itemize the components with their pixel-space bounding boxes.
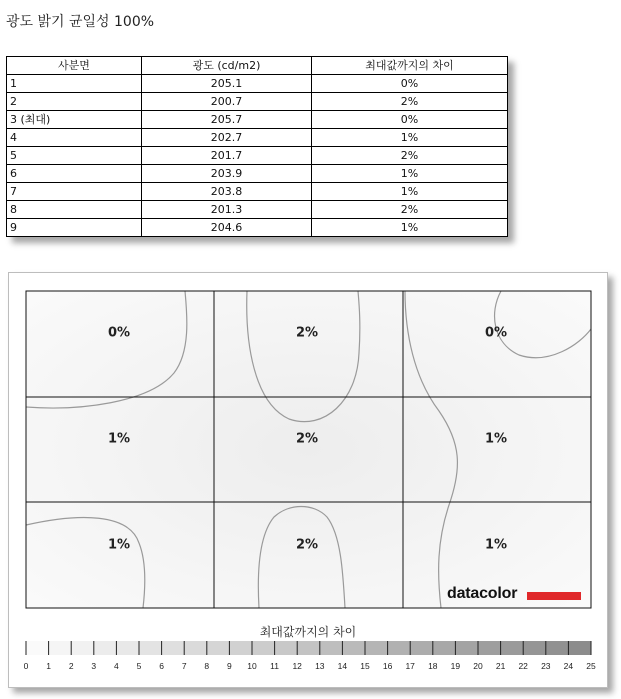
header-quadrant: 사분면 xyxy=(7,57,142,75)
luminance-cell: 203.9 xyxy=(142,165,312,183)
legend-segment xyxy=(388,641,411,655)
legend-segment xyxy=(94,641,117,655)
legend-segment xyxy=(139,641,162,655)
difference-cell: 1% xyxy=(312,165,508,183)
quadrant-cell: 5 xyxy=(7,147,142,165)
header-difference: 최대값까지의 차이 xyxy=(312,57,508,75)
luminance-cell: 201.3 xyxy=(142,201,312,219)
map-cell-3-label: 0% xyxy=(484,325,508,341)
legend-tick-label: 22 xyxy=(518,661,528,671)
difference-cell: 0% xyxy=(312,111,508,129)
legend-tick-label: 21 xyxy=(495,661,506,671)
legend-tick-label: 5 xyxy=(136,661,142,671)
legend-tick-label: 6 xyxy=(159,661,164,671)
difference-cell: 0% xyxy=(312,75,508,93)
legend-tick-label: 2 xyxy=(68,661,74,671)
difference-cell: 1% xyxy=(312,129,508,147)
legend-segment xyxy=(275,641,298,655)
legend-gradient xyxy=(26,641,592,655)
table-row xyxy=(7,147,508,165)
uniformity-table xyxy=(6,56,508,237)
legend-tick-label: 13 xyxy=(315,661,325,671)
legend-segment xyxy=(26,641,49,655)
legend-segment xyxy=(116,641,139,655)
legend-segment xyxy=(207,641,230,655)
legend-segment xyxy=(546,641,569,655)
luminance-cell: 204.6 xyxy=(142,219,312,237)
legend-tick-label: 17 xyxy=(405,661,415,671)
table-row xyxy=(7,201,508,219)
table-row xyxy=(7,111,508,129)
luminance-cell: 205.1 xyxy=(142,75,312,93)
datacolor-logo-bar xyxy=(527,592,581,600)
legend-segment xyxy=(229,641,252,655)
quadrant-cell: 2 xyxy=(7,93,142,111)
legend-tick-label: 10 xyxy=(247,661,257,671)
map-cell-6-label: 1% xyxy=(484,431,508,447)
map-cell-9-label: 1% xyxy=(484,537,508,553)
legend-segment xyxy=(365,641,388,655)
legend-tick-label: 19 xyxy=(450,661,461,671)
table-row xyxy=(7,183,508,201)
legend-tick-label: 15 xyxy=(360,661,370,671)
quadrant-cell: 6 xyxy=(7,165,142,183)
legend-tick-label: 16 xyxy=(382,661,393,671)
table-header-row xyxy=(7,57,508,75)
map-cell-1-label: 0% xyxy=(107,325,131,341)
legend-tick-label: 20 xyxy=(473,661,483,671)
map-cell-2-label: 2% xyxy=(295,325,319,341)
legend-segment xyxy=(184,641,207,655)
quadrant-cell: 9 xyxy=(7,219,142,237)
legend-segment xyxy=(320,641,343,655)
legend-tick-label: 7 xyxy=(181,661,187,671)
table-row xyxy=(7,129,508,147)
legend-title: 최대값까지의 차이 xyxy=(259,625,357,639)
legend-segment xyxy=(252,641,275,655)
legend-tick-label: 12 xyxy=(292,661,302,671)
legend-tick-label: 25 xyxy=(586,661,596,671)
map-cell-7-label: 1% xyxy=(107,537,131,553)
quadrant-cell: 1 xyxy=(7,75,142,93)
legend-segment xyxy=(410,641,433,655)
difference-cell: 2% xyxy=(312,201,508,219)
quadrant-cell: 4 xyxy=(7,129,142,147)
legend-segment xyxy=(478,641,501,655)
quadrant-cell: 8 xyxy=(7,201,142,219)
legend-segment xyxy=(297,641,320,655)
luminance-cell: 202.7 xyxy=(142,129,312,147)
legend-tick-label: 8 xyxy=(204,661,210,671)
uniformity-map-panel xyxy=(8,272,608,688)
difference-cell: 2% xyxy=(312,93,508,111)
map-cell-4-label: 1% xyxy=(107,431,131,447)
luminance-cell: 201.7 xyxy=(142,147,312,165)
uniformity-table-container xyxy=(6,56,508,237)
table-row xyxy=(7,93,508,111)
legend-tick-label: 1 xyxy=(46,661,51,671)
header-luminance: 광도 (cd/m2) xyxy=(142,57,312,75)
map-cell-5-label: 2% xyxy=(295,431,319,447)
legend-tick-label: 11 xyxy=(270,661,280,671)
legend-tick-label: 24 xyxy=(563,661,574,671)
datacolor-logo: datacolor xyxy=(447,585,518,602)
quadrant-cell: 3 (최대) xyxy=(7,111,142,129)
page-title: 광도 밝기 균일성 100% xyxy=(6,14,155,30)
legend-segment xyxy=(568,641,591,655)
table-row xyxy=(7,219,508,237)
legend-tick-label: 4 xyxy=(114,661,119,671)
difference-cell: 1% xyxy=(312,219,508,237)
legend-segment xyxy=(49,641,72,655)
quadrant-cell: 7 xyxy=(7,183,142,201)
difference-cell: 1% xyxy=(312,183,508,201)
legend-segment xyxy=(455,641,478,655)
legend-segment xyxy=(501,641,524,655)
legend-segment xyxy=(433,641,456,655)
legend-segment xyxy=(523,641,546,655)
map-cell-8-label: 2% xyxy=(295,537,319,553)
luminance-cell: 203.8 xyxy=(142,183,312,201)
legend-tick-label: 14 xyxy=(337,661,348,671)
legend-tick-label: 18 xyxy=(428,661,438,671)
luminance-cell: 200.7 xyxy=(142,93,312,111)
difference-cell: 2% xyxy=(312,147,508,165)
table-row xyxy=(7,165,508,183)
legend-tick-label: 23 xyxy=(541,661,551,671)
legend-tick-label: 3 xyxy=(91,661,97,671)
legend-segment xyxy=(342,641,365,655)
legend-tick-label: 9 xyxy=(227,661,232,671)
luminance-cell: 205.7 xyxy=(142,111,312,129)
legend-tick-label: 0 xyxy=(23,661,29,671)
table-row xyxy=(7,75,508,93)
legend-segment xyxy=(162,641,185,655)
legend-segment xyxy=(71,641,94,655)
